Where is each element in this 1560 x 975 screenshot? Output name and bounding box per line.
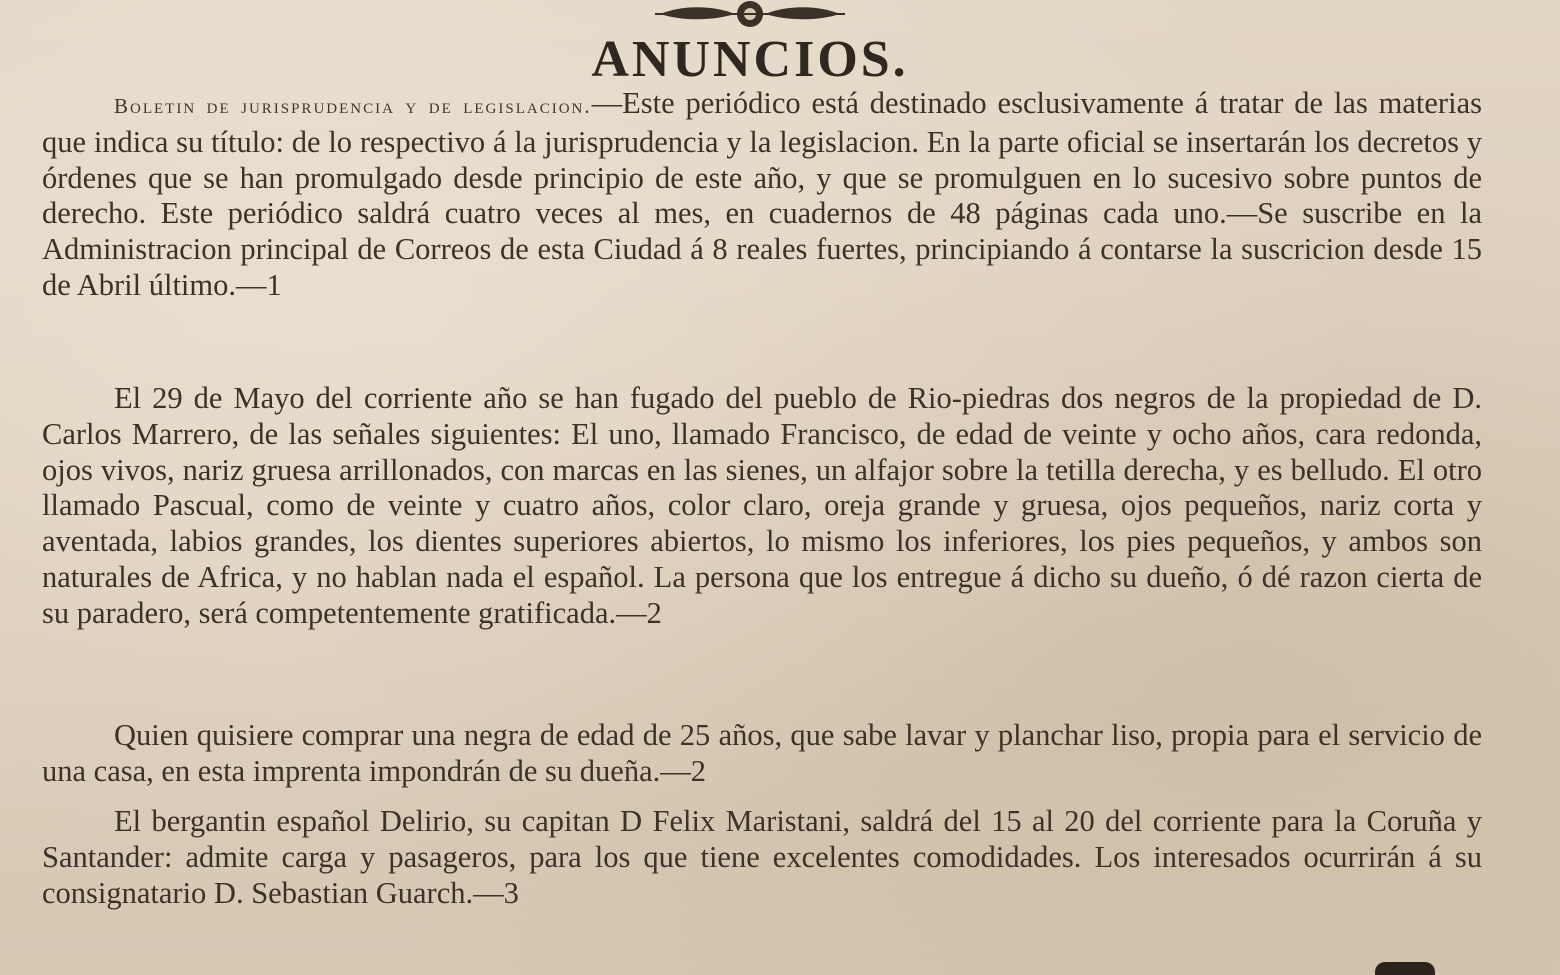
ink-mark: [1375, 962, 1435, 975]
scroll-divider-ornament-icon: [655, 0, 845, 32]
ad-body-text: El bergantin español Delirio, su capitan D Felix Maristani, saldrá del 15 al 20 del corriente para la Coruña y Santander: admite carga y pasageros, para los que tiene excelentes comodidades. Los interesados ocurrirán á su consignatario D. Sebastian Guarch.—3: [42, 804, 1482, 910]
section-heading: ANUNCIOS.: [591, 31, 909, 88]
advertisement-jurisprudence-bulletin: [42, 86, 1482, 304]
ad-body-text: El 29 de Mayo del corriente año se han fugado del pueblo de Rio-piedras dos negros de la propiedad de D. Carlos Marrero, de las señales siguientes: El uno, llamado Francisco, de edad de veinte y ocho años, cara redonda, ojos vivos, nariz gruesa arrillonados, con marcas en las sienes, un alfajor sobre la tetilla derecha, y es belludo. El otro llamado Pascual, como de veinte y cuatro años, color claro, oreja grande y gruesa, ojos pequeños, nariz corta y aventada, labios grandes, los dientes superiores abiertos, lo mismo los inferiores, los pies pequeños, y ambos son naturales de Africa, y no hablan nada el español. La persona que los entregue á dicho su dueño, ó dé razon cierta de su paradero, será competentemente gratificada.—2: [42, 381, 1482, 630]
ad-paragraph: [42, 86, 1482, 304]
ad-body-text: —Este periódico está destinado esclusivamente á tratar de las materias que indica su título: de lo respectivo á la jurisprudencia y la legislacion. En la parte oficial se insertarán los decretos y órdenes que se han promulgado desde principio de este año, y que se promulguen en lo sucesivo sobre puntos de derecho. Este periódico saldrá cuatro veces al mes, en cuadernos de 48 páginas cada uno.—Se suscribe en la Administracion principal de Correos de esta Ciudad á 8 reales fuertes, principiando á contarse la suscricion desde 15 de Abril último.—1: [42, 86, 1482, 302]
advertisement-ship-departure: [42, 804, 1482, 911]
advertisement-runaway-notice: [42, 381, 1482, 632]
advertisement-sale-notice: [42, 718, 1482, 790]
ad-body-text: Quien quisiere comprar una negra de edad de 25 años, que sabe lavar y planchar liso, propia para el servicio de una casa, en esta imprenta impondrán de su dueña.—2: [42, 718, 1482, 788]
ad-lead-title: Boletin de jurisprudencia y de legislacion.: [114, 94, 592, 118]
